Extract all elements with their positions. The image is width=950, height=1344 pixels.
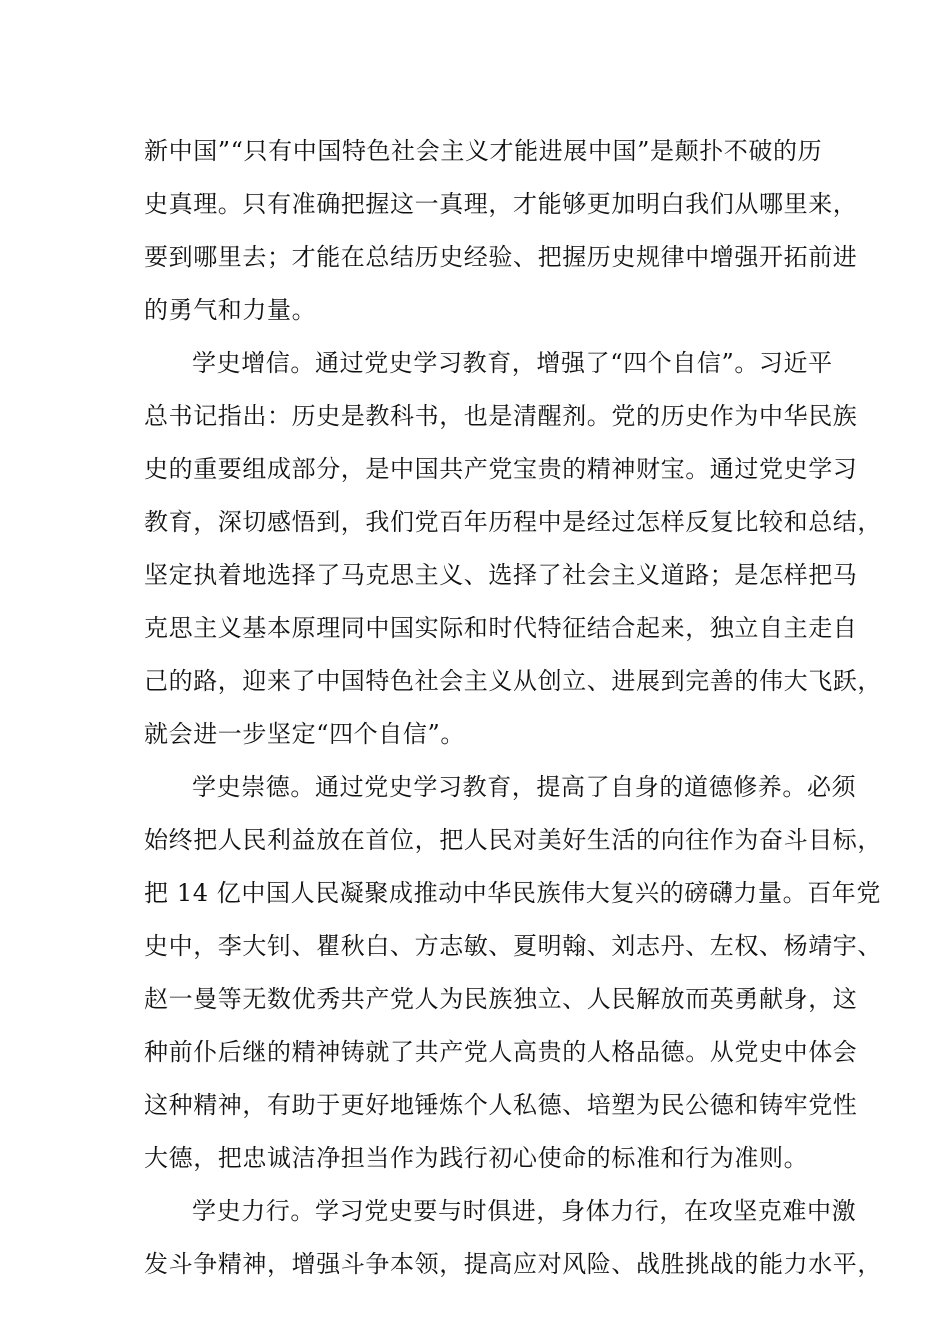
paragraph	[144, 761, 882, 1185]
text-line: 史真理。只有准确把握这一真理，才能够更加明白我们从哪里来，	[144, 190, 858, 218]
text-line: 学史力行。学习党史要与时俱进，身体力行，在攻坚克难中激	[192, 1197, 857, 1225]
text-line: 大德，把忠诚洁净担当作为践行初心使命的标准和行为准则。	[144, 1144, 809, 1172]
text-line: 的勇气和力量。	[144, 296, 317, 324]
text-line: 己的路，迎来了中国特色社会主义从创立、进展到完善的伟大飞跃，	[144, 667, 882, 695]
text-line: 始终把人民利益放在首位，把人民对美好生活的向往作为奋斗目标，	[144, 826, 882, 854]
text-line: 这种精神，有助于更好地锤炼个人私德、培塑为民公德和铸牢党性	[144, 1091, 858, 1119]
text-line: 种前仆后继的精神铸就了共产党人高贵的人格品德。从党史中体会	[144, 1038, 858, 1066]
text-line: 赵一曼等无数优秀共产党人为民族独立、人民解放而英勇献身，这	[144, 985, 858, 1013]
paragraph	[144, 1185, 882, 1291]
text-line: 要到哪里去；才能在总结历史经验、把握历史规律中增强开拓前进	[144, 243, 858, 271]
text-line: 史中，李大钊、瞿秋白、方志敏、夏明翰、刘志丹、左权、杨靖宇、	[144, 932, 882, 960]
text-line: 克思主义基本原理同中国实际和时代特征结合起来，独立自主走自	[144, 614, 858, 642]
text-line: 史的重要组成部分，是中国共产党宝贵的精神财宝。通过党史学习	[144, 455, 858, 483]
text-line: 发斗争精神，增强斗争本领，提高应对风险、战胜挑战的能力水平，	[144, 1250, 882, 1278]
text-line: 总书记指出：历史是教科书，也是清醒剂。党的历史作为中华民族	[144, 402, 858, 430]
text-line: 学史增信。通过党史学习教育，增强了“四个自信”。习近平	[192, 349, 833, 377]
text-line: 教育，深切感悟到，我们党百年历程中是经过怎样反复比较和总结，	[144, 508, 882, 536]
paragraph	[144, 337, 882, 761]
text-line: 把 14 亿中国人民凝聚成推动中华民族伟大复兴的磅礴力量。百年党	[144, 879, 881, 907]
text-line: 学史崇德。通过党史学习教育，提高了自身的道德修养。必须	[192, 773, 857, 801]
text-line: 坚定执着地选择了马克思主义、选择了社会主义道路；是怎样把马	[144, 561, 858, 589]
paragraph	[144, 125, 858, 337]
document-body	[144, 125, 882, 1291]
text-line: 新中国”“只有中国特色社会主义才能进展中国”是颠扑不破的历	[144, 137, 823, 165]
text-line: 就会进一步坚定“四个自信”。	[144, 720, 465, 748]
